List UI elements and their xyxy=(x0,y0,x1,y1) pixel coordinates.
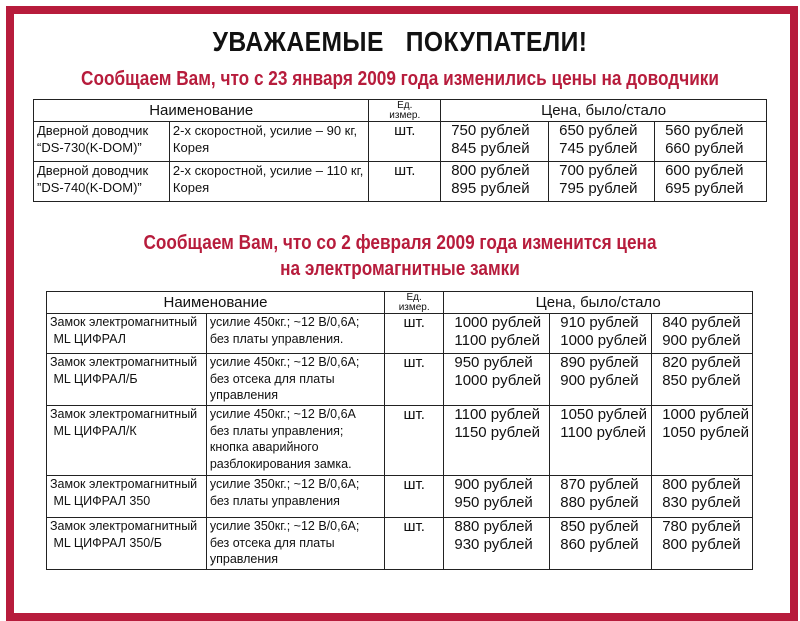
price-cell: 910 рублей 1000 рублей xyxy=(550,314,652,354)
product-name: Дверной доводчик “DS-730(K-DOM)” xyxy=(34,122,170,162)
product-description: усилие 350кг.; ~12 В/0,6А; без отсека для платы управления xyxy=(206,518,384,570)
price-cell: 950 рублей 1000 рублей xyxy=(444,354,550,406)
unit-cell: шт. xyxy=(384,476,443,518)
price-cell: 560 рублей 660 рублей xyxy=(655,122,767,162)
table-row xyxy=(34,162,767,202)
price-cell: 870 рублей 880 рублей xyxy=(550,476,652,518)
product-name: Дверной доводчик ”DS-740(K-DOM)” xyxy=(34,162,170,202)
product-description: усилие 450кг.; ~12 В/0,6А; без платы управления. xyxy=(206,314,384,354)
price-cell: 820 рублей 850 рублей xyxy=(652,354,753,406)
price-cell: 1100 рублей 1150 рублей xyxy=(444,406,550,476)
price-cell: 800 рублей 895 рублей xyxy=(441,162,549,202)
price-cell: 600 рублей 695 рублей xyxy=(655,162,767,202)
product-description: 2-х скоростной, усилие – 90 кг, Корея xyxy=(169,122,368,162)
price-cell: 900 рублей 950 рублей xyxy=(444,476,550,518)
notice-locks-line2: на электромагнитные замки xyxy=(280,258,520,280)
product-description: 2-х скоростной, усилие – 110 кг, Корея xyxy=(169,162,368,202)
price-cell: 890 рублей 900 рублей xyxy=(550,354,652,406)
product-description: усилие 350кг.; ~12 В/0,6А; без платы управления xyxy=(206,476,384,518)
header-price: Цена, было/стало xyxy=(444,292,753,314)
price-cell: 650 рублей 745 рублей xyxy=(549,122,655,162)
unit-cell: шт. xyxy=(369,122,441,162)
table-row xyxy=(47,354,753,406)
notice-locks-line1: Сообщаем Вам, что со 2 февраля 2009 года изменится цена xyxy=(143,232,657,254)
product-name: Замок электромагнитный ML ЦИФРАЛ/Б xyxy=(47,354,207,406)
price-cell: 750 рублей 845 рублей xyxy=(441,122,549,162)
header-name: Наименование xyxy=(47,292,385,314)
product-name: Замок электромагнитный ML ЦИФРАЛ xyxy=(47,314,207,354)
unit-cell: шт. xyxy=(384,314,443,354)
table-header xyxy=(47,292,753,314)
price-cell: 1000 рублей 1100 рублей xyxy=(444,314,550,354)
price-cell: 700 рублей 795 рублей xyxy=(549,162,655,202)
product-description: усилие 450кг.; ~12 В/0,6А; без отсека для платы управления xyxy=(206,354,384,406)
product-name: Замок электромагнитный ML ЦИФРАЛ 350 xyxy=(47,476,207,518)
price-cell: 1050 рублей 1100 рублей xyxy=(550,406,652,476)
unit-cell: шт. xyxy=(384,406,443,476)
page-title: УВАЖАЕМЫЕ ПОКУПАТЕЛИ! xyxy=(212,26,588,57)
price-cell: 780 рублей 800 рублей xyxy=(652,518,753,570)
price-cell: 880 рублей 930 рублей xyxy=(444,518,550,570)
header-price: Цена, было/стало xyxy=(441,100,767,122)
unit-cell: шт. xyxy=(369,162,441,202)
unit-cell: шт. xyxy=(384,518,443,570)
closers-table xyxy=(33,99,767,202)
table-header xyxy=(34,100,767,122)
price-cell: 1000 рублей 1050 рублей xyxy=(652,406,753,476)
product-description: усилие 450кг.; ~12 В/0,6А без платы управления; кнопка аварийного разблокирования замка. xyxy=(206,406,384,476)
unit-cell: шт. xyxy=(384,354,443,406)
table-row xyxy=(47,314,753,354)
table-row xyxy=(47,406,753,476)
locks-table xyxy=(46,291,753,570)
table-row xyxy=(34,122,767,162)
price-cell: 840 рублей 900 рублей xyxy=(652,314,753,354)
product-name: Замок электромагнитный ML ЦИФРАЛ/К xyxy=(47,406,207,476)
product-name: Замок электромагнитный ML ЦИФРАЛ 350/Б xyxy=(47,518,207,570)
header-unit: Ед. измер. xyxy=(384,292,443,314)
notice-closers: Сообщаем Вам, что с 23 января 2009 года изменились цены на доводчики xyxy=(81,68,719,90)
header-name: Наименование xyxy=(34,100,369,122)
table-row xyxy=(47,518,753,570)
price-cell: 800 рублей 830 рублей xyxy=(652,476,753,518)
price-cell: 850 рублей 860 рублей xyxy=(550,518,652,570)
header-unit: Ед. измер. xyxy=(369,100,441,122)
table-row xyxy=(47,476,753,518)
